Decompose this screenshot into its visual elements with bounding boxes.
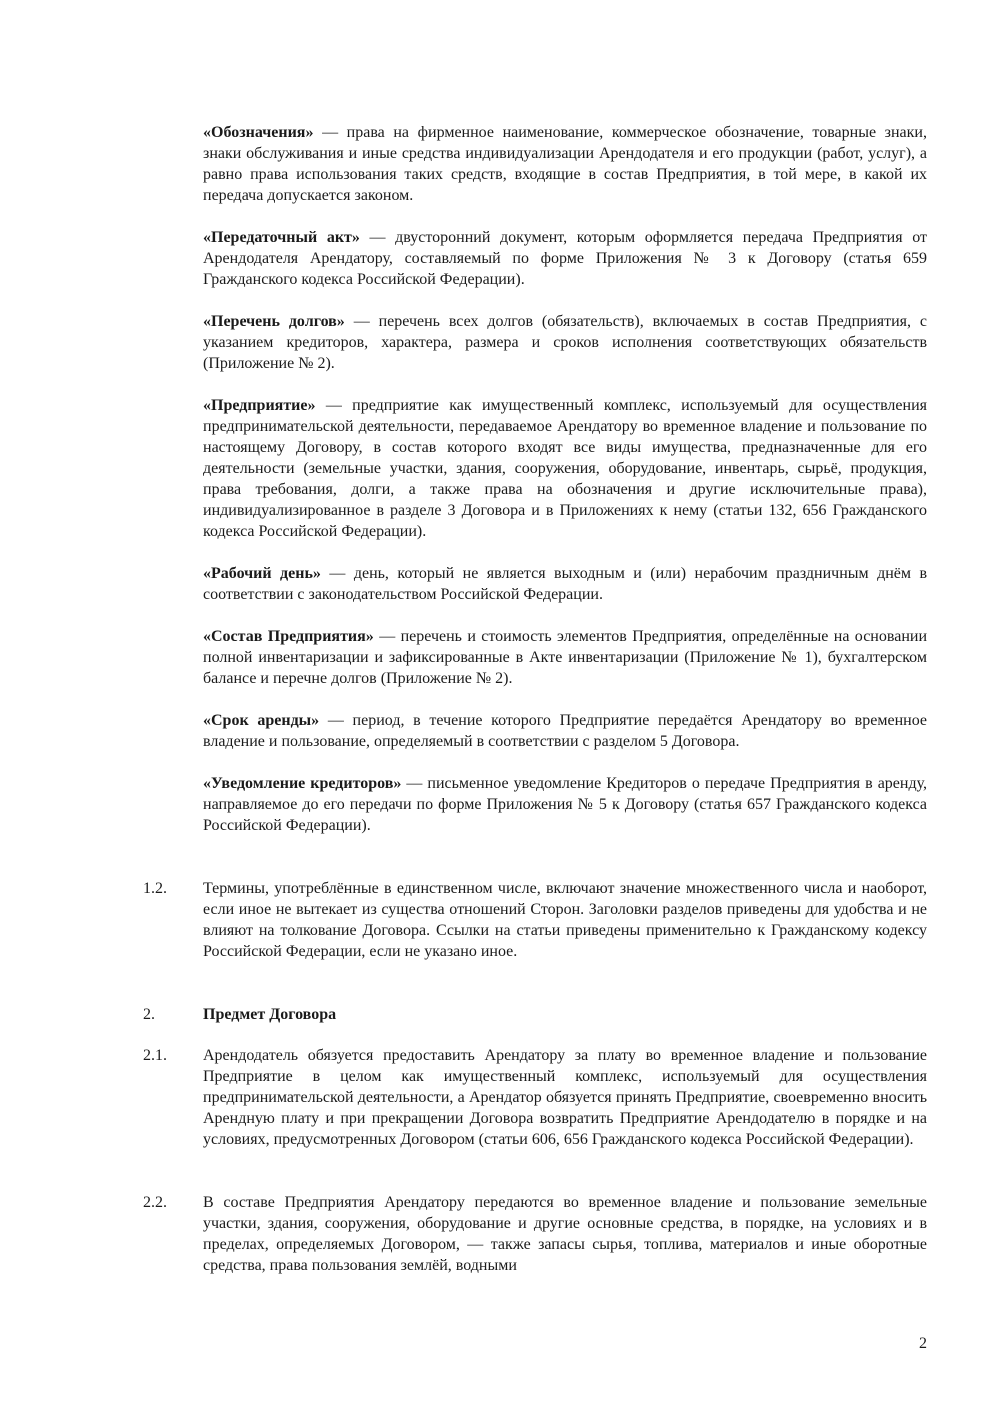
section-title: Предмет Договора	[203, 1006, 337, 1023]
definition-item	[203, 773, 927, 836]
definition-item	[203, 395, 927, 542]
definition-term: «Уведомление кредиторов»	[203, 775, 402, 792]
definition-item	[203, 227, 927, 290]
clause-text: Арендодатель обязуется предоставить Арендатору за плату во временное владение и пользование Предприятие в целом как имущественный комплекс, используемый для осуществления предпринимательской деятельности, а Арендатор обязуется принять Предприятие, своевременно вносить Арендную плату и при прекращении Договора возвратить Предприятие Арендодателю в порядке и на условиях, предусмотренных Договором (статьи 606, 656 Гражданского кодекса Российской Федерации).	[203, 1047, 927, 1148]
definition-text: — день, который не является выходным и (или) нерабочим праздничным днём в соответствии с законодательством Российской Федерации.	[203, 565, 928, 603]
clause-number: 2.1.	[143, 1047, 167, 1064]
clause-2-1	[143, 1045, 927, 1150]
definition-item	[203, 311, 927, 374]
definition-text: — двусторонний документ, которым оформляется передача Предприятия от Арендодателя Арендатору, составляемый по форме Приложения № 3 к Договору (статья 659 Гражданского кодекса Российской Федерации).	[203, 229, 928, 288]
definition-item	[203, 122, 927, 206]
clause-text: Термины, употреблённые в единственном числе, включают значение множественного числа и наоборот, если иное не вытекает из существа отношений Сторон. Заголовки разделов приведены для удобства и не влияют на толкование Договора. Ссылки на статьи приведены применительно к Гражданскому кодексу Российской Федерации, если не указано иное.	[203, 880, 927, 960]
clause-number: 1.2.	[143, 880, 167, 897]
definition-term: «Состав Предприятия»	[203, 628, 374, 645]
section-number: 2.	[143, 1006, 155, 1023]
definition-term: «Передаточный акт»	[203, 229, 360, 246]
clause-text: В составе Предприятия Арендатору передаются во временное владение и пользование земельные участки, здания, сооружения, оборудование и другие основные средства, в порядке, на условиях и в пределах, определяемых Договором, — также запасы сырья, топлива, материалов и иные оборотные средства, права пользования землёй, водными	[203, 1194, 927, 1274]
definition-term: «Перечень долгов»	[203, 313, 345, 330]
clause-2-2	[143, 1192, 927, 1276]
definition-item	[203, 563, 927, 605]
definition-text: — права на фирменное наименование, коммерческое обозначение, товарные знаки, знаки обслуживания и иные средства индивидуализации Арендодателя и его продукции (работ, услуг), а равно права использования таких средств, входящие в состав Предприятия, в той мере, в какой их передача допускается законом.	[203, 124, 927, 204]
clause-number: 2.2.	[143, 1194, 167, 1211]
definition-text: — перечень и стоимость элементов Предприятия, определённые на основании полной инвентаризации и зафиксированные в Акте инвентаризации (Приложение № 1), бухгалтерском балансе и перечне долгов (Приложение № 2).	[203, 628, 927, 687]
definition-term: «Срок аренды»	[203, 712, 320, 729]
clause-1-2	[143, 878, 927, 962]
definition-term: «Обозначения»	[203, 124, 314, 141]
section-2-heading	[143, 1004, 927, 1025]
definition-text: — период, в течение которого Предприятие передаётся Арендатору во временное владение и пользование, определяемый в соответствии с разделом 5 Договора.	[203, 712, 927, 750]
definition-term: «Предприятие»	[203, 397, 316, 414]
definition-term: «Рабочий день»	[203, 565, 321, 582]
page-number: 2	[919, 1335, 927, 1352]
definition-item	[203, 710, 927, 752]
definition-item	[203, 626, 927, 689]
definition-text: — предприятие как имущественный комплекс, используемый для осуществления предпринимательской деятельности, передаваемое Арендатору во временное владение и пользование по настоящему Договору, в состав которого входят все виды имущества, предназначенные для его деятельности (земельные участки, здания, сооружения, оборудование, инвентарь, сырьё, продукция, права требования, долги, а также права на обозначения и другие исключительные права), индивидуализированное в разделе 3 Договора и в Приложениях к нему (статьи 132, 656 Гражданского кодекса Российской Федерации).	[203, 397, 927, 540]
definition-text: — письменное уведомление Кредиторов о передаче Предприятия в аренду, направляемое до его передачи по форме Приложения № 5 к Договору (статья 657 Гражданского кодекса Российской Федерации).	[203, 775, 928, 834]
definition-text: — перечень всех долгов (обязательств), включаемых в состав Предприятия, с указанием кредиторов, характера, размера и сроков исполнения соответствующих обязательств (Приложение № 2).	[203, 313, 928, 372]
definitions-list	[203, 122, 927, 857]
